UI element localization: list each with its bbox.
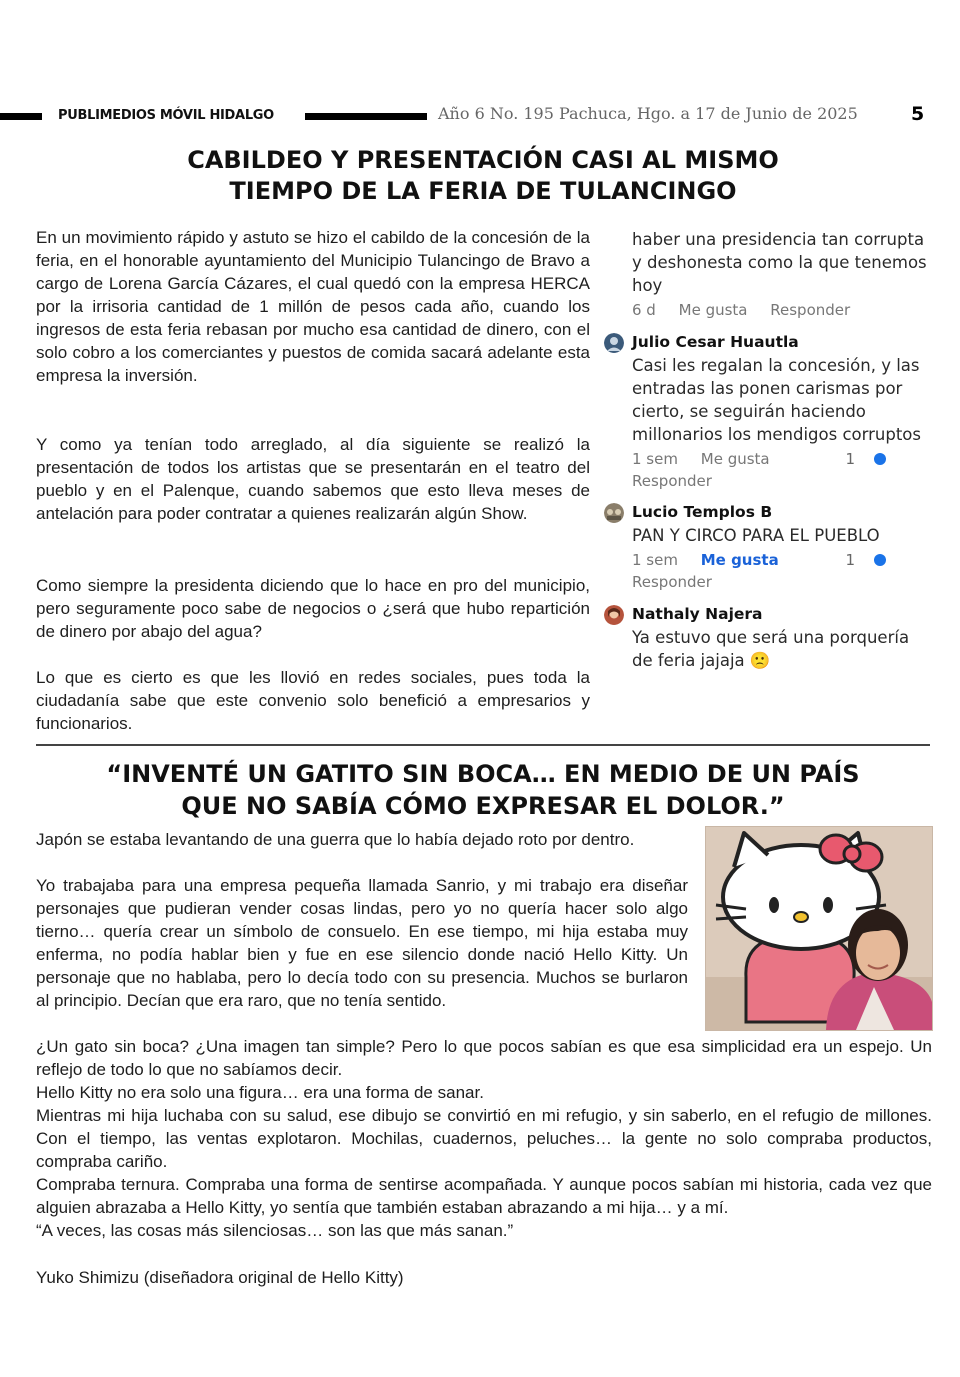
author-name[interactable]: Julio Cesar Huautla (632, 333, 799, 351)
reaction-count[interactable] (845, 448, 904, 470)
comment-text: PAN Y CIRCO PARA EL PUEBLO (632, 526, 880, 545)
reaction-count-value: 1 (845, 551, 855, 569)
article2-headline (36, 758, 930, 822)
article2-headline-line1: “INVENTÉ UN GATITO SIN BOCA… EN MEDIO DE UN PAÍS (106, 760, 860, 788)
avatar[interactable] (604, 503, 624, 523)
like-button[interactable]: Me gusta (700, 551, 779, 569)
header-rule-middle (305, 113, 427, 120)
reply-button[interactable]: Responder (632, 472, 712, 490)
comment-2 (604, 501, 934, 593)
article1-headline-line1: CABILDEO Y PRESENTACIÓN CASI AL MISMO (187, 146, 779, 174)
section-divider (36, 744, 930, 746)
reply-button[interactable]: Responder (770, 301, 851, 319)
article2-paragraph-4: Hello Kitty no era solo una figura… era una forma de sanar. (36, 1083, 484, 1102)
reaction-count[interactable] (845, 549, 904, 571)
comment-actions (632, 448, 934, 470)
article2-quote: “A veces, las cosas más silenciosas… son las que más sanan.” (36, 1221, 514, 1240)
comment-author (604, 331, 934, 354)
social-comments (604, 228, 934, 672)
article1-paragraph-1: En un movimiento rápido y astuto se hizo el cabildo de la concesión de la feria, en el honorable ayuntamiento del Municipio Tulancingo de Bravo a cargo de Lorena García Cázares, el cual quedó con la empresa HERCA por la irrisoria cantidad de 1 millón de pesos cada año, cuando los ingresos de esta feria rebasan por mucho esa cantidad de dinero, con el solo cobro a los comerciantes y puestos de comida sacará adelante esta empresa la inversión. (36, 228, 590, 385)
author-name[interactable]: Lucio Templos B (632, 503, 773, 521)
issue-info: Año 6 No. 195 Pachuca, Hgo. a 17 de Junio de 2025 (438, 104, 858, 123)
comment-text: Ya estuvo que será una porquería de feria jajaja 🙁 (632, 628, 910, 670)
header-rule-left (0, 113, 42, 120)
masthead-brand: PUBLIMEDIOS MÓVIL HIDALGO (58, 108, 274, 123)
like-button[interactable]: Me gusta (678, 301, 748, 319)
hello-kitty-photo (705, 826, 933, 1031)
article2-paragraph-1: Japón se estaba levantando de una guerra que lo había dejado roto por dentro. (36, 830, 635, 849)
article2-headline-line2: QUE NO SABÍA CÓMO EXPRESAR EL DOLOR.” (181, 792, 785, 820)
reply-button[interactable]: Responder (632, 573, 712, 591)
avatar[interactable] (604, 605, 624, 625)
comment-3 (604, 603, 934, 672)
like-reaction-icon (874, 453, 886, 465)
comment-1 (604, 331, 934, 492)
reaction-count-value: 1 (845, 450, 855, 468)
comment-author (604, 501, 934, 524)
comment-author (604, 603, 934, 626)
comment-time: 1 sem (632, 450, 678, 468)
article2-paragraph-3: ¿Un gato sin boca? ¿Una imagen tan simple? Pero lo que pocos sabían es que esa simplicidad era un espejo. Un reflejo de todo lo que no sabíamos decir. (36, 1037, 932, 1079)
like-button[interactable]: Me gusta (700, 450, 770, 468)
article1-paragraph-2: Y como ya tenían todo arreglado, al día siguiente se realizó la presentación de todos los artistas que se presentarán en el teatro del pueblo y en el Palenque, cuando sabemos que esto lleva meses de antelación para poder contratar a quienes realizarán algún Show. (36, 435, 590, 523)
avatar[interactable] (604, 333, 624, 353)
article2-signature: Yuko Shimizu (diseñadora original de Hello Kitty) (36, 1268, 404, 1287)
comment-0 (604, 228, 934, 321)
comment-time: 6 d (632, 301, 656, 319)
author-name[interactable]: Nathaly Najera (632, 605, 763, 623)
article1-paragraph-3: Como siempre la presidenta diciendo que lo hace en pro del municipio, pero seguramente poco sabe de negocios o ¿será que hubo repartición de dinero por abajo del agua? (36, 576, 590, 641)
comment-text: Casi les regalan la concesión, y las entradas las ponen carismas por cierto, se seguirán haciendo millonarios los mendigos corruptos (632, 356, 921, 444)
article1-paragraph-4: Lo que es cierto es que les llovió en redes sociales, pues toda la ciudadanía sabe que este convenio solo benefició a empresarios y funcionarios. (36, 668, 590, 733)
comment-actions (632, 299, 934, 321)
comment-text: haber una presidencia tan corrupta y deshonesta como la que tenemos hoy (632, 230, 927, 295)
article2-paragraph-2: Yo trabajaba para una empresa pequeña llamada Sanrio, y mi trabajo era diseñar personajes que pudieran vender cosas lindas, pero yo no quería hacer solo algo tierno… quería crear un símbolo de consuelo. En ese tiempo, mi hija estaba muy enferma, no podía hablar bien y fue en ese silencio donde nació Hello Kitty. Un personaje que no hablaba, pero lo decía todo con su presencia. Muchos se burlaron al principio. Decían que era raro, que no tenía sentido. (36, 876, 688, 1010)
article2-paragraph-6: Compraba ternura. Compraba una forma de sentirse acompañada. Y aunque pocos sabían mi historia, cada vez que alguien abrazaba a Hello Kitty, yo sentía que también estaban abrazando a mi hija… y a mí. (36, 1175, 932, 1217)
hello-kitty-illustration (706, 827, 932, 1030)
page-number: 5 (911, 103, 925, 125)
comment-time: 1 sem (632, 551, 678, 569)
like-reaction-icon (874, 554, 886, 566)
comment-actions (632, 549, 934, 571)
article1-headline (36, 145, 930, 207)
article1-headline-line2: TIEMPO DE LA FERIA DE TULANCINGO (229, 177, 737, 205)
article2-paragraph-5: Mientras mi hija luchaba con su salud, ese dibujo se convirtió en mi refugio, y sin saberlo, en el refugio de millones. Con el tiempo, las ventas explotaron. Mochilas, cuadernos, peluches… la gente no solo compraba productos, compraba cariño. (36, 1106, 932, 1171)
